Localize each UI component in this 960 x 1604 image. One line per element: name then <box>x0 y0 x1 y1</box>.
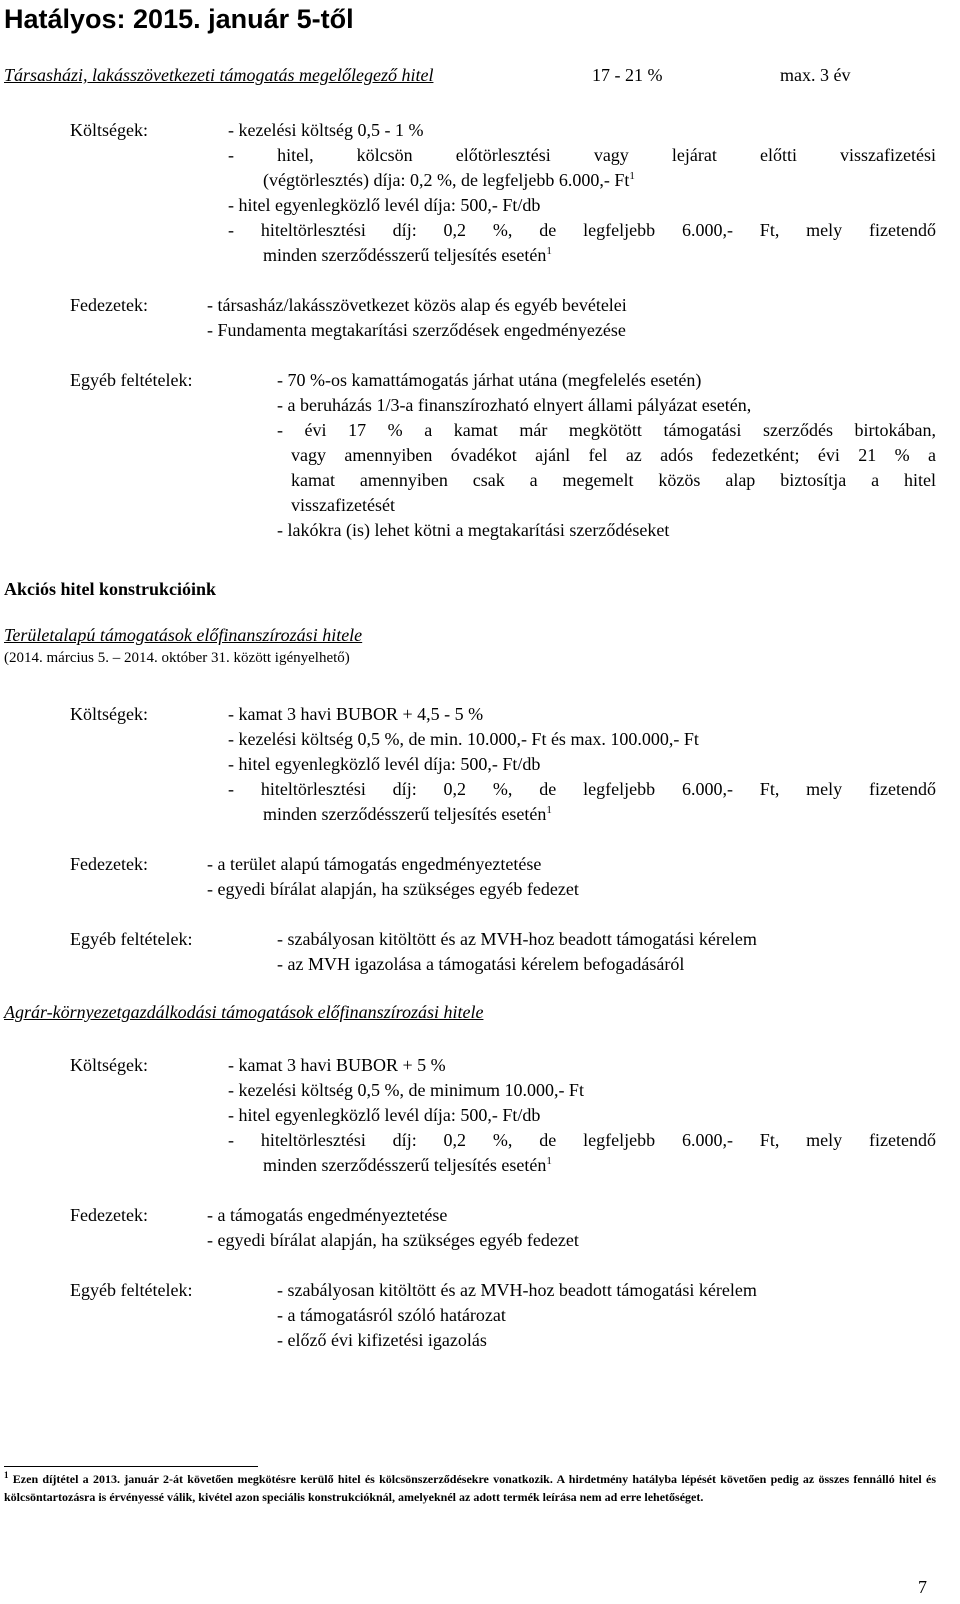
other-item: visszafizetését <box>291 495 395 515</box>
product-name: Társasházi, lakásszövetkezeti támogatás megelőlegező hitel <box>4 65 434 85</box>
page-title: Hatályos: 2015. január 5-től <box>4 4 354 34</box>
collateral-item: - egyedi bírálat alapján, ha szükséges egyéb fedezet <box>207 879 579 899</box>
product-name: Területalapú támogatások előfinanszírozási hitele <box>4 625 363 645</box>
cost-item: - hitel egyenlegközlő levél díja: 500,- Ft/db <box>228 195 541 215</box>
cost-item: - kamat 3 havi BUBOR + 5 % <box>228 1055 446 1075</box>
other-item: kamat amennyiben csak a megemelt közös alap biztosítja a hitel <box>291 470 936 490</box>
cost-item: minden szerződésszerű teljesítés esetén$^1$ <box>263 1155 552 1175</box>
cost-item: - kezelési költség 0,5 %, de minimum 10.000,- Ft <box>228 1080 584 1100</box>
other-item: vagy amennyiben óvadékot ajánl fel az adós fedezetként; évi 21 % a <box>291 445 936 465</box>
other-item: - 70 %-os kamattámogatás járhat utána (megfelelés esetén) <box>277 370 702 390</box>
cost-item: - hitel egyenlegközlő levél díja: 500,- Ft/db <box>228 1105 541 1125</box>
cost-item: - hitel, kölcsön előtörlesztési vagy lejárat előtti visszafizetési <box>228 145 936 165</box>
footnote-ref: 1 <box>546 804 552 816</box>
other-label: Egyéb feltételek: <box>70 370 193 390</box>
collateral-item: - társasház/lakásszövetkezet közös alap és egyéb bevételei <box>207 295 627 315</box>
other-item: - az MVH igazolása a támogatási kérelem befogadásáról <box>277 954 685 974</box>
collateral-label: Fedezetek: <box>70 1205 148 1225</box>
footnote-divider <box>4 1466 258 1467</box>
product-name: Agrár-környezetgazdálkodási támogatások előfinanszírozási hitele <box>4 1002 484 1022</box>
cost-item: - kamat 3 havi BUBOR + 4,5 - 5 % <box>228 704 484 724</box>
collateral-label: Fedezetek: <box>70 854 148 874</box>
footnote-ref: 1 <box>546 1155 552 1167</box>
cost-item: minden szerződésszerű teljesítés esetén$^1$ <box>263 245 552 265</box>
footnote <box>4 1470 936 1506</box>
cost-item: - hiteltörlesztési díj: 0,2 %, de legfeljebb 6.000,- Ft, mely fizetendő <box>228 220 936 240</box>
product-rate: 17 - 21 % <box>592 65 663 85</box>
other-item: - évi 17 % a kamat már megkötött támogatási szerződés birtokában, <box>277 420 936 440</box>
cost-item: - hitel egyenlegközlő levél díja: 500,- Ft/db <box>228 754 541 774</box>
footnote-text: Ezen díjtétel a 2013. január 2-át követően megkötésre kerülő hitel és kölcsönszerződésekre vonatkozik. A hirdetmény hatályba lépését követően pedig az összes fennálló hitel és kölcsöntartozásra is érvényessé válik, kivétel azon speciális konstrukcióknál, amelyeknél az adott termék leírása nem ad erre lehetőséget. <box>4 1472 936 1504</box>
cost-item: - hiteltörlesztési díj: 0,2 %, de legfeljebb 6.000,- Ft, mely fizetendő <box>228 779 936 799</box>
cost-item: minden szerződésszerű teljesítés esetén$^1$ <box>263 804 552 824</box>
costs-label: Költségek: <box>70 1055 148 1075</box>
other-item: - lakókra (is) lehet kötni a megtakarítási szerződéseket <box>277 520 670 540</box>
cost-item: - hiteltörlesztési díj: 0,2 %, de legfeljebb 6.000,- Ft, mely fizetendő <box>228 1130 936 1150</box>
page-number: 7 <box>918 1577 927 1597</box>
collateral-item: - egyedi bírálat alapján, ha szükséges egyéb fedezet <box>207 1230 579 1250</box>
collateral-item: - a támogatás engedményeztetése <box>207 1205 448 1225</box>
footnote-ref: 1 <box>546 245 552 257</box>
other-label: Egyéb feltételek: <box>70 929 193 949</box>
other-item: - a támogatásról szóló határozat <box>277 1305 506 1325</box>
costs-label: Költségek: <box>70 120 148 140</box>
collateral-item: - a terület alapú támogatás engedményeztetése <box>207 854 542 874</box>
cost-item: (végtörlesztés) díja: 0,2 %, de legfeljebb 6.000,- Ft$^1$ <box>263 170 635 190</box>
collateral-item: - Fundamenta megtakarítási szerződések engedményezése <box>207 320 626 340</box>
cost-item: - kezelési költség 0,5 %, de min. 10.000,- Ft és max. 100.000,- Ft <box>228 729 699 749</box>
section-heading: Akciós hitel konstrukcióink <box>4 579 217 599</box>
other-item: - szabályosan kitöltött és az MVH-hoz beadott támogatási kérelem <box>277 1280 757 1300</box>
footnote-ref: 1 <box>629 170 635 182</box>
other-label: Egyéb feltételek: <box>70 1280 193 1300</box>
footnote-mark: 1 <box>4 1470 9 1480</box>
other-item: - előző évi kifizetési igazolás <box>277 1330 487 1350</box>
costs-label: Költségek: <box>70 704 148 724</box>
other-item: - szabályosan kitöltött és az MVH-hoz beadott támogatási kérelem <box>277 929 757 949</box>
other-item: - a beruházás 1/3-a finanszírozható elnyert állami pályázat esetén, <box>277 395 752 415</box>
collateral-label: Fedezetek: <box>70 295 148 315</box>
product-period: (2014. március 5. – 2014. október 31. között igényelhető) <box>4 650 350 666</box>
cost-item: - kezelési költség 0,5 - 1 % <box>228 120 424 140</box>
product-term: max. 3 év <box>780 65 851 85</box>
